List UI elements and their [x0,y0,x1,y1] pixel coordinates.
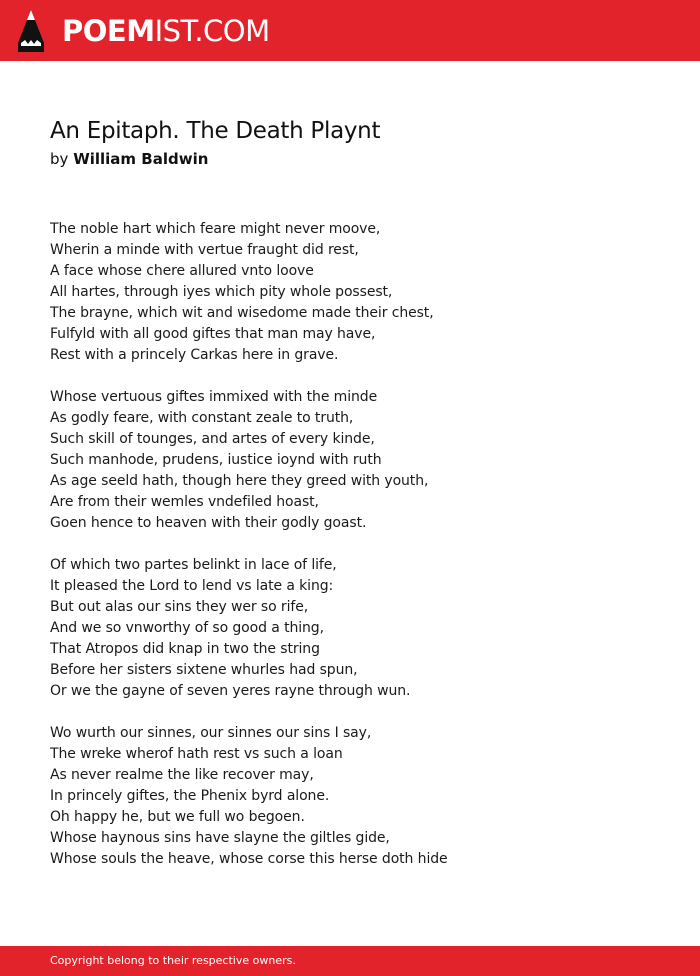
poem-line: But out alas our sins they wer so rife, [50,599,309,615]
poem-line: It pleased the Lord to lend vs late a king: [50,578,334,594]
poem-line: In princely giftes, the Phenix byrd alone. [50,788,330,804]
poem-line: The noble hart which feare might never moove, [50,221,381,237]
site-header [0,0,700,61]
poem-line: As godly feare, with constant zeale to truth, [50,410,354,426]
poem-line: Are from their wemles vndefiled hoast, [50,494,319,510]
poem-line: Whose haynous sins have slayne the giltles gide, [50,830,390,846]
site-footer [0,946,700,976]
copyright-text: Copyright belong to their respective owners. [50,954,296,967]
poem-body [50,219,670,891]
poem-line: The wreke wherof hath rest vs such a loan [50,746,343,762]
poem-stanza [50,387,670,534]
poem-line: Fulfyld with all good giftes that man may have, [50,326,376,342]
poem-byline [50,148,208,170]
poem-line: Rest with a princely Carkas here in grave. [50,347,339,363]
poem-stanza [50,555,670,702]
poem-line: Oh happy he, but we full wo begoen. [50,809,305,825]
poem-line: Whose souls the heave, whose corse this herse doth hide [50,851,448,867]
poem-line: Of which two partes belinkt in lace of life, [50,557,337,573]
by-label: by [50,150,69,168]
poem-line: Goen hence to heaven with their godly goast. [50,515,367,531]
poem-line: That Atropos did knap in two the string [50,641,320,657]
poem-title: An Epitaph. The Death Playnt [50,118,381,144]
poem-line: A face whose chere allured vnto loove [50,263,314,279]
poem-line: Before her sisters sixtene whurles had spun, [50,662,358,678]
site-logo-link[interactable] [62,12,270,50]
logo-text-bold: POEM [62,14,155,48]
pencil-tip-icon [18,10,44,52]
poem-line: Whose vertuous giftes immixed with the minde [50,389,378,405]
poem-line: Such manhode, prudens, iustice ioynd with ruth [50,452,382,468]
poem-stanza [50,723,670,870]
logo-text-light: IST.COM [154,14,270,48]
poem-line: The brayne, which wit and wisedome made their chest, [50,305,434,321]
poem-line: As never realme the like recover may, [50,767,314,783]
poem-line: Wherin a minde with vertue fraught did rest, [50,242,359,258]
poem-line: Such skill of tounges, and artes of every kinde, [50,431,375,447]
poem-line: Or we the gayne of seven yeres rayne through wun. [50,683,411,699]
poem-author: William Baldwin [73,150,209,168]
poem-line: And we so vnworthy of so good a thing, [50,620,324,636]
poem-line: Wo wurth our sinnes, our sinnes our sins I say, [50,725,372,741]
poem-line: As age seeld hath, though here they greed with youth, [50,473,429,489]
poem-line: All hartes, through iyes which pity whole possest, [50,284,393,300]
poem-stanza [50,219,670,366]
